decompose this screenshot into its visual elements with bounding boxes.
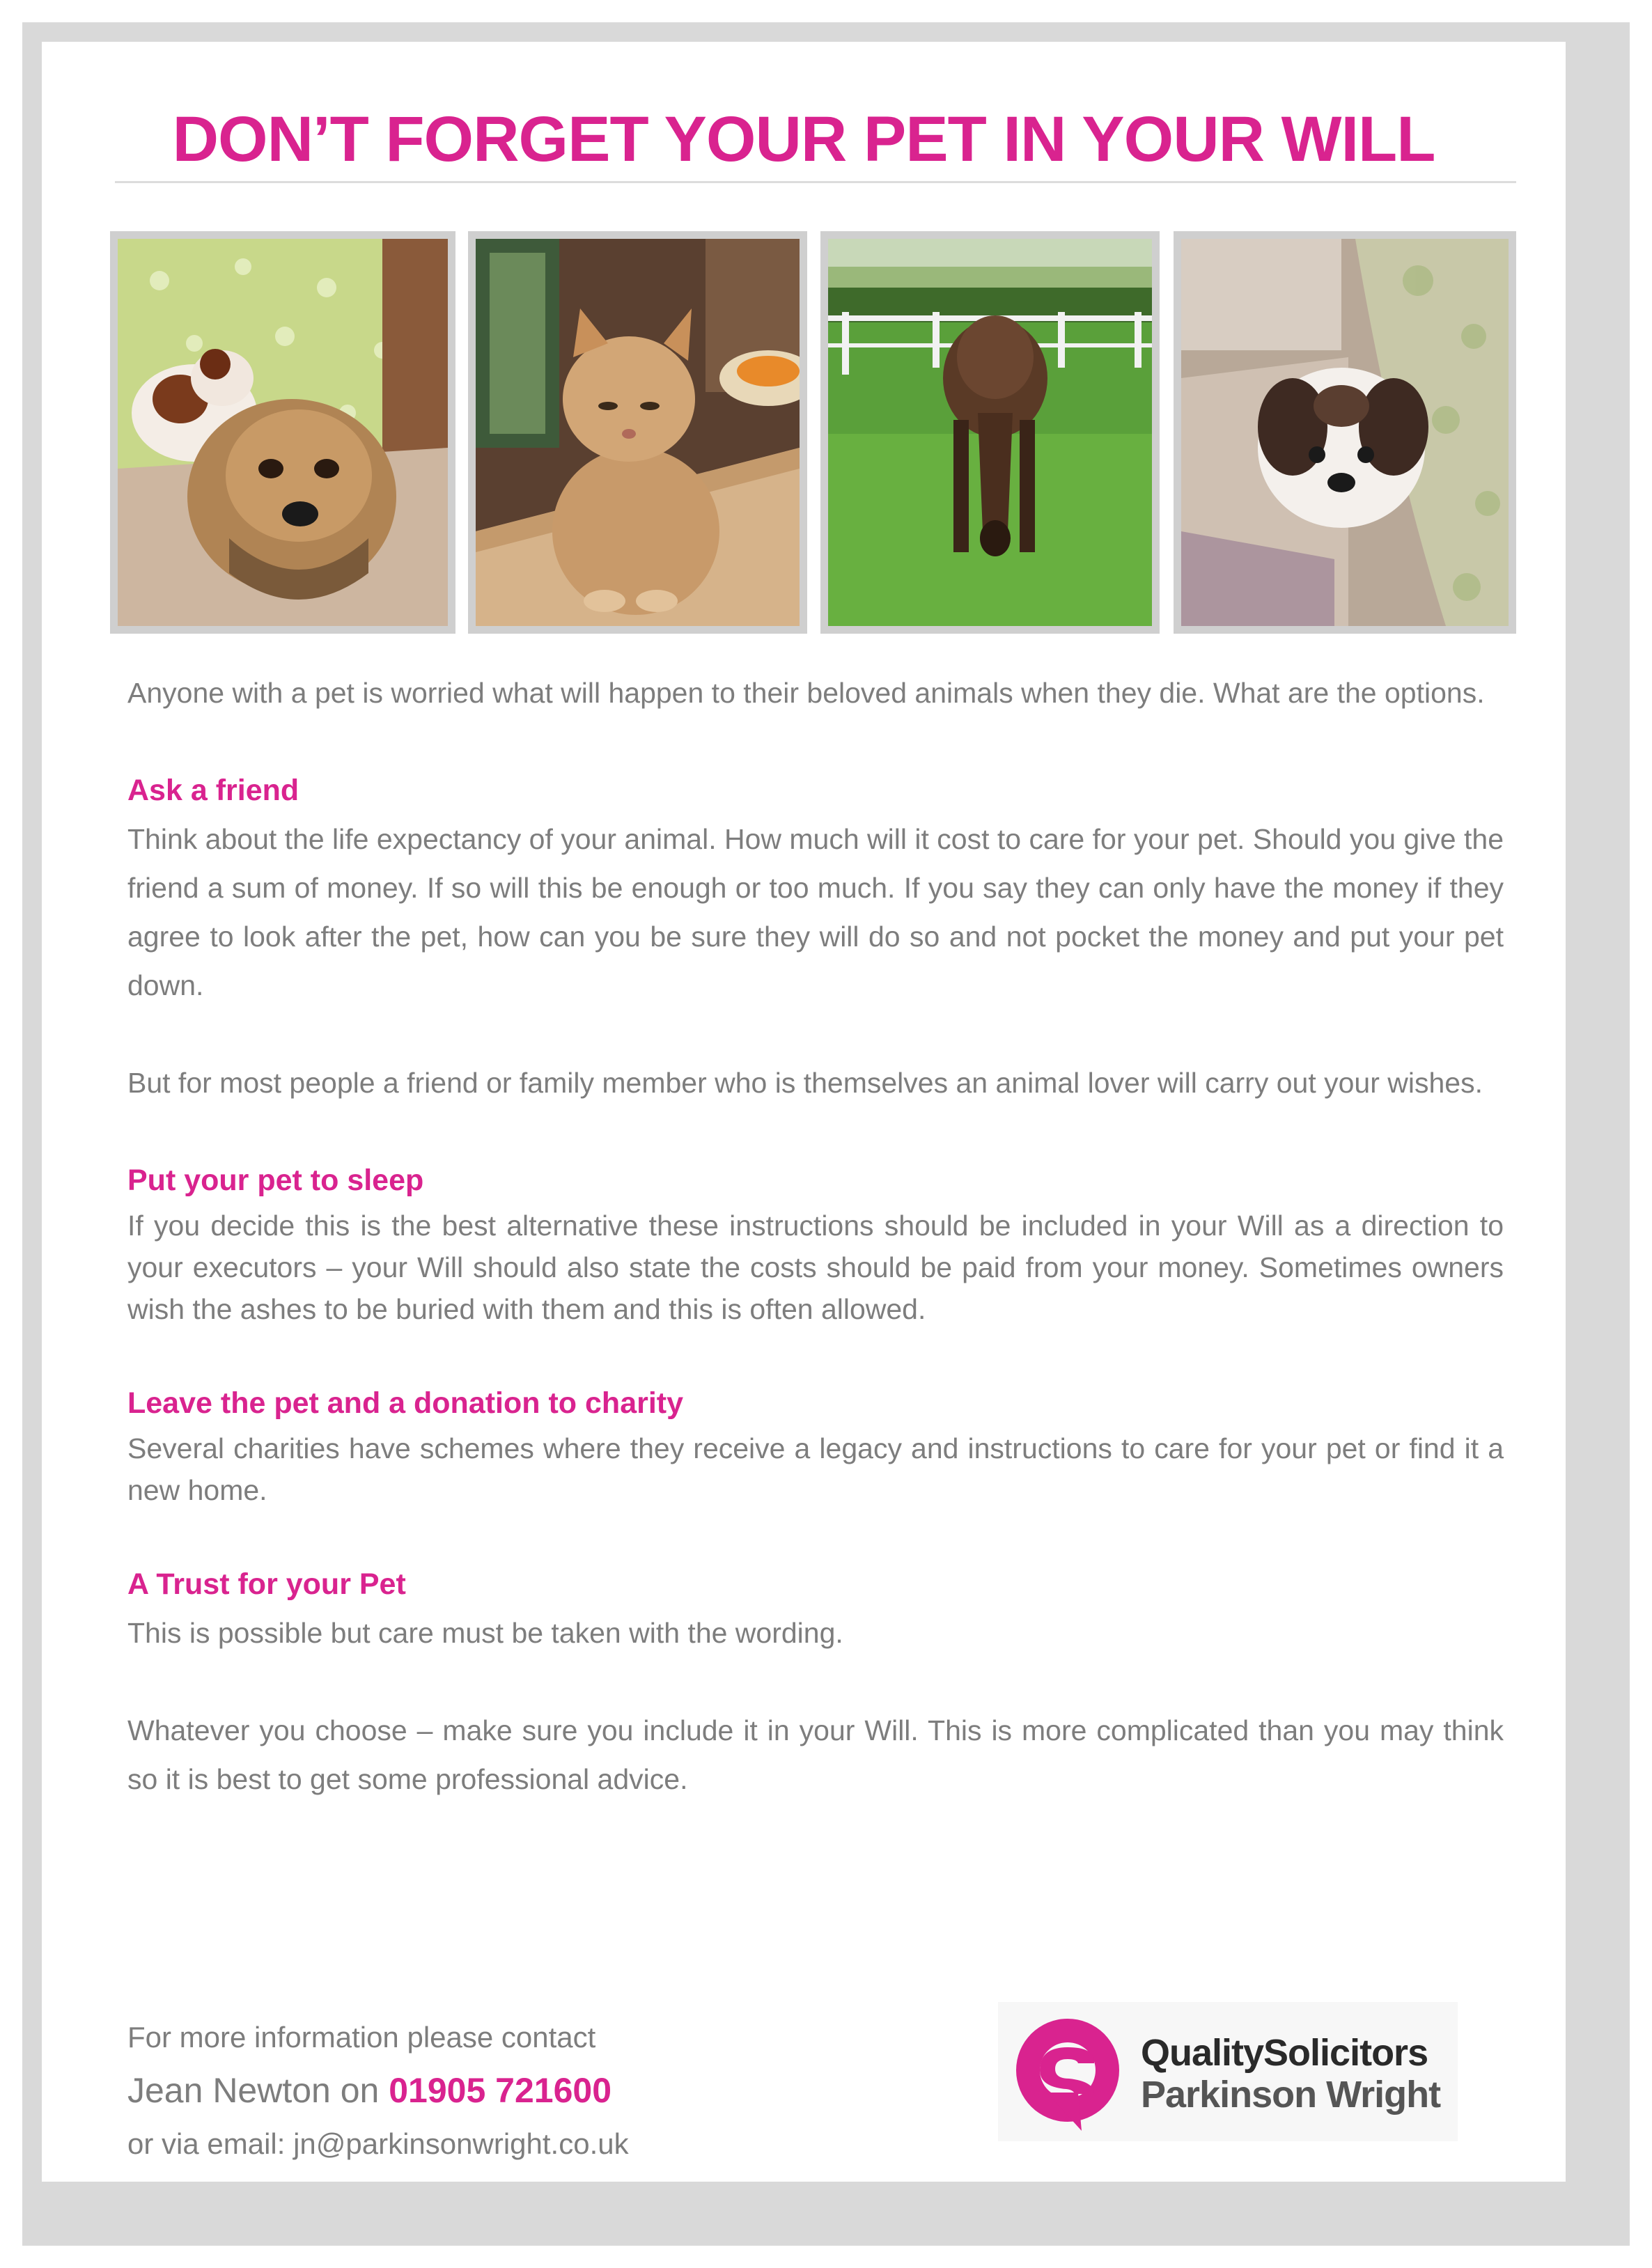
logo-line-1: QualitySolicitors bbox=[1141, 2032, 1428, 2074]
contact-phone[interactable]: 01905 721600 bbox=[389, 2071, 612, 2110]
puppy-photo bbox=[1174, 231, 1516, 634]
section-heading-charity: Leave the pet and a donation to charity bbox=[127, 1386, 684, 1420]
title-divider bbox=[115, 181, 1516, 183]
article-body bbox=[127, 668, 1504, 1804]
contact-email[interactable]: or via email: jn@parkinsonwright.co.uk bbox=[127, 2127, 629, 2160]
section-heading-put-pet-to-sleep: Put your pet to sleep bbox=[127, 1164, 424, 1197]
dogs-photo bbox=[110, 231, 455, 634]
contact-block bbox=[127, 2012, 629, 2170]
section-paragraph: Whatever you choose – make sure you include it in your Will. This is more complicated than you may think so it is best to get some professional advice. bbox=[127, 1714, 1504, 1795]
section-heading-trust: A Trust for your Pet bbox=[127, 1567, 406, 1601]
intro-paragraph: Anyone with a pet is worried what will happen to their beloved animals when they die. What are the options. bbox=[127, 677, 1485, 709]
logo-line-2: Parkinson Wright bbox=[1141, 2074, 1441, 2116]
section-paragraph: But for most people a friend or family member who is themselves an animal lover will carry out your wishes. bbox=[127, 1067, 1483, 1099]
contact-name-line bbox=[127, 2063, 629, 2118]
cat-photo bbox=[468, 231, 807, 634]
section-paragraph: Think about the life expectancy of your animal. How much will it cost to care for your pet. Should you give the friend a sum of money. If so will this be enough or too much. If you say they can only have the money if they agree to look after the pet, how can you be sure they will do so and not pocket the money and put your pet down. bbox=[127, 823, 1504, 1001]
section-paragraph: Several charities have schemes where they receive a legacy and instructions to care for your pet or find it a new home. bbox=[127, 1432, 1504, 1506]
section-heading-ask-a-friend: Ask a friend bbox=[127, 774, 299, 807]
section-paragraph: This is possible but care must be taken with the wording. bbox=[127, 1617, 843, 1649]
company-logo bbox=[998, 2002, 1458, 2141]
quality-solicitors-logo-icon bbox=[1005, 2009, 1130, 2134]
contact-intro: For more information please contact bbox=[127, 2021, 596, 2054]
horse-photo bbox=[820, 231, 1160, 634]
flyer-page bbox=[42, 42, 1566, 2182]
section-paragraph: If you decide this is the best alternative these instructions should be included in your Will as a direction to your executors – your Will should also state the costs should be paid from your money. Sometimes owners wish the ashes to be buried with them and this is often allowed. bbox=[127, 1210, 1504, 1325]
contact-name: Jean Newton on bbox=[127, 2071, 389, 2110]
page-title: DON’T FORGET YOUR PET IN YOUR WILL bbox=[172, 104, 1435, 175]
